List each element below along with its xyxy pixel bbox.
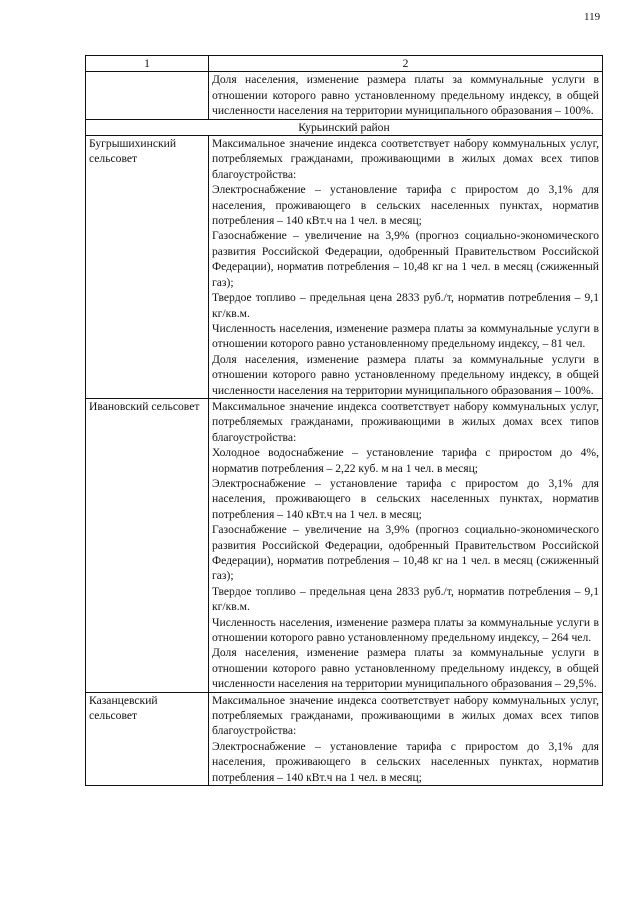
paragraph: Газоснабжение – увеличение на 3,9% (прогноз социально-экономического развития Российской Федерации, одобренный Правительством Российской Федерации), норматив потребления – 10,48 кг на 1 чел. в месяц (сжиженный газ); [212,523,599,583]
paragraph: Газоснабжение – увеличение на 3,9% (прогноз социально-экономического развития Российской Федерации, одобренный Правительством Российской Федерации), норматив потребления – 10,48 кг на 1 чел. в месяц (сжиженный газ); [212,229,599,289]
paragraph: Доля населения, изменение размера платы за коммунальные услуги в отношении которого равно установленному предельному индексу, в общей численности населения на территории муниципального образования – 100%. [212,352,599,397]
municipality-text [209,692,603,785]
municipality-name: Казанцевский сельсовет [86,692,209,785]
paragraph: Твердое топливо – предельная цена 2833 руб./т, норматив потребления – 9,1 кг/кв.м. [212,584,599,614]
table-row [86,72,603,119]
paragraph: Электроснабжение – установление тарифа с приростом до 3,1% для населения, проживающего в сельских населенных пунктах, норматив потребления – 140 кВт.ч на 1 чел. в месяц; [212,739,599,784]
carryover-name-cell [86,72,209,119]
paragraph: Доля населения, изменение размера платы за коммунальные услуги в отношении которого равно установленному предельному индексу, в общей численности населения на территории муниципального образования – 100%. [212,73,599,118]
paragraph: Электроснабжение – установление тарифа с приростом до 3,1% для населения, проживающего в сельских населенных пунктах, норматив потребления – 140 кВт.ч на 1 чел. в месяц; [212,476,599,521]
indices-table [85,55,603,786]
table-header-row [86,56,603,72]
header-col-1: 1 [86,56,209,72]
paragraph: Численность населения, изменение размера платы за коммунальные услуги в отношении которого равно установленному предельному индексу, – 264 чел. [212,615,599,645]
table-row [86,136,603,399]
paragraph: Твердое топливо – предельная цена 2833 руб./т, норматив потребления – 9,1 кг/кв.м. [212,291,599,320]
paragraph: Численность населения, изменение размера платы за коммунальные услуги в отношении которого равно установленному предельному индексу, – 81 чел. [212,321,599,351]
paragraph: Холодное водоснабжение – установление тарифа с приростом до 4%, норматив потребления – 2,22 куб. м на 1 чел. в месяц; [212,446,599,475]
municipality-name: Ивановский сельсовет [86,398,209,692]
municipality-text [209,398,603,692]
page-number: 119 [584,11,601,23]
paragraph: Максимальное значение индекса соответствует набору коммунальных услуг, потребляемых гражданами, проживающими в жилых домах всех типов благоустройства: [212,693,599,738]
table-row [86,398,603,692]
carryover-text-cell [209,72,603,119]
paragraph: Электроснабжение – установление тарифа с приростом до 3,1% для населения, проживающего в сельских населенных пунктах, норматив потребления – 140 кВт.ч на 1 чел. в месяц; [212,183,599,228]
table-row [86,692,603,785]
paragraph: Максимальное значение индекса соответствует набору коммунальных услуг, потребляемых гражданами, проживающими в жилых домах всех типов благоустройства: [212,399,599,444]
district-title: Курьинский район [86,119,603,135]
header-col-2: 2 [209,56,603,72]
municipality-text [209,136,603,399]
paragraph: Максимальное значение индекса соответствует набору коммунальных услуг, потребляемых гражданами, проживающими в жилых домах всех типов благоустройства: [212,137,599,181]
paragraph: Доля населения, изменение размера платы за коммунальные услуги в отношении которого равно установленному предельному индексу, в общей численности населения на территории муниципального образования – 29,5%. [212,646,599,691]
municipality-name: Бугрышихинский сельсовет [86,136,209,399]
district-row [86,119,603,135]
